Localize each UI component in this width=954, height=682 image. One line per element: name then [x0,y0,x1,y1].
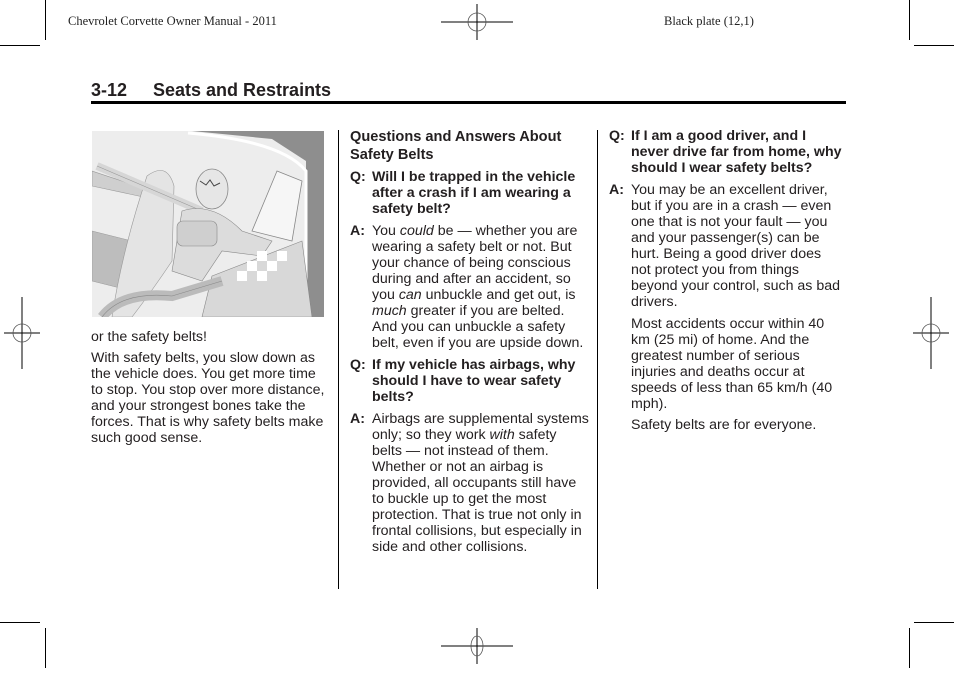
answer-text [372,411,590,555]
answer-text-part: Airbags are supplemental systems only; so they work [372,411,589,443]
registration-mark-icon [0,297,58,369]
crop-mark [0,45,40,46]
question-text: If I am a good driver, and I never drive far from home, why should I wear safety belts? [631,128,842,176]
q-label: Q: [609,128,625,144]
registration-mark-icon [441,0,513,58]
column-2 [350,128,590,561]
registration-mark-icon [895,297,954,369]
answer-emphasis: could [399,223,434,239]
question-text: Will I be trapped in the vehicle after a crash if I am wearing a safety belt? [372,169,576,217]
answer-text-part: You [372,223,400,239]
occupant-crash-illustration [92,131,324,317]
crop-mark [909,628,910,668]
answer-emphasis: can [398,287,422,303]
illustration-icon [92,131,324,317]
section-title: Seats and Restraints [153,80,332,100]
answer-emphasis: much [372,303,407,319]
answer-text-part: be — whether you are wearing a safety belt or not. But your chance of being conscious during and after an accident, so you [372,223,578,303]
q-label: Q: [350,357,366,373]
question-3 [609,128,844,176]
column-3 [609,128,844,438]
question-text: If my vehicle has airbags, why should I have to wear safety belts? [372,357,576,405]
answer-text-part: unbuckle and get out, is [421,287,576,303]
a-label: A: [350,411,365,427]
body-paragraph: Safety belts are for everyone. [631,417,817,433]
answer-1 [350,223,590,351]
crop-mark [45,628,46,668]
running-header-plate: Black plate (12,1) [664,14,754,28]
column-divider [338,130,339,589]
registration-mark-icon [441,610,513,682]
subsection-heading: Questions and Answers About Safety Belts [350,129,562,163]
section-heading [91,80,331,101]
heading-rule [91,101,846,104]
answer-3 [609,182,844,310]
crop-mark [909,0,910,40]
crop-mark [914,45,954,46]
caption-continuation: or the safety belts! [91,329,207,345]
answer-2 [350,411,590,555]
page-number: 3-12 [91,80,128,100]
answer-text: You may be an excellent driver, but if you are in a crash — even one that is not your fault — you and your passenger(s) can be hurt. Being a good driver does not protect you from things beyond your control, such as bad drivers. [631,182,841,310]
question-2 [350,357,590,405]
body-paragraph: Most accidents occur within 40 km (25 mi) of home. And the greatest number of serious injuries and deaths occur at speeds of less than 65 km/h (40 mph). [631,316,833,412]
answer-emphasis: with [489,427,515,443]
answer-text-part: greater if you are belted. And you can unbuckle a safety belt, even if you are upside down. [372,303,584,351]
running-header-title: Chevrolet Corvette Owner Manual - 2011 [68,14,277,28]
crop-mark [0,622,40,623]
a-label: A: [609,182,624,198]
answer-text [372,223,590,351]
question-1 [350,169,590,217]
a-label: A: [350,223,365,239]
body-paragraph: With safety belts, you slow down as the vehicle does. You get more time to stop. You stop over more distance, and your strongest bones take the forces. That is why safety belts make such good sense. [91,350,325,446]
answer-text-part: safety belts — not instead of them. Whether or not an airbag is provided, all occupants still have to buckle up to get the most protection. That is true not only in frontal collisions, but especially in side and other collisions. [372,427,582,555]
column-divider [597,130,598,589]
crop-mark [45,0,46,40]
column-1 [91,329,331,451]
crop-mark [914,622,954,623]
q-label: Q: [350,169,366,185]
